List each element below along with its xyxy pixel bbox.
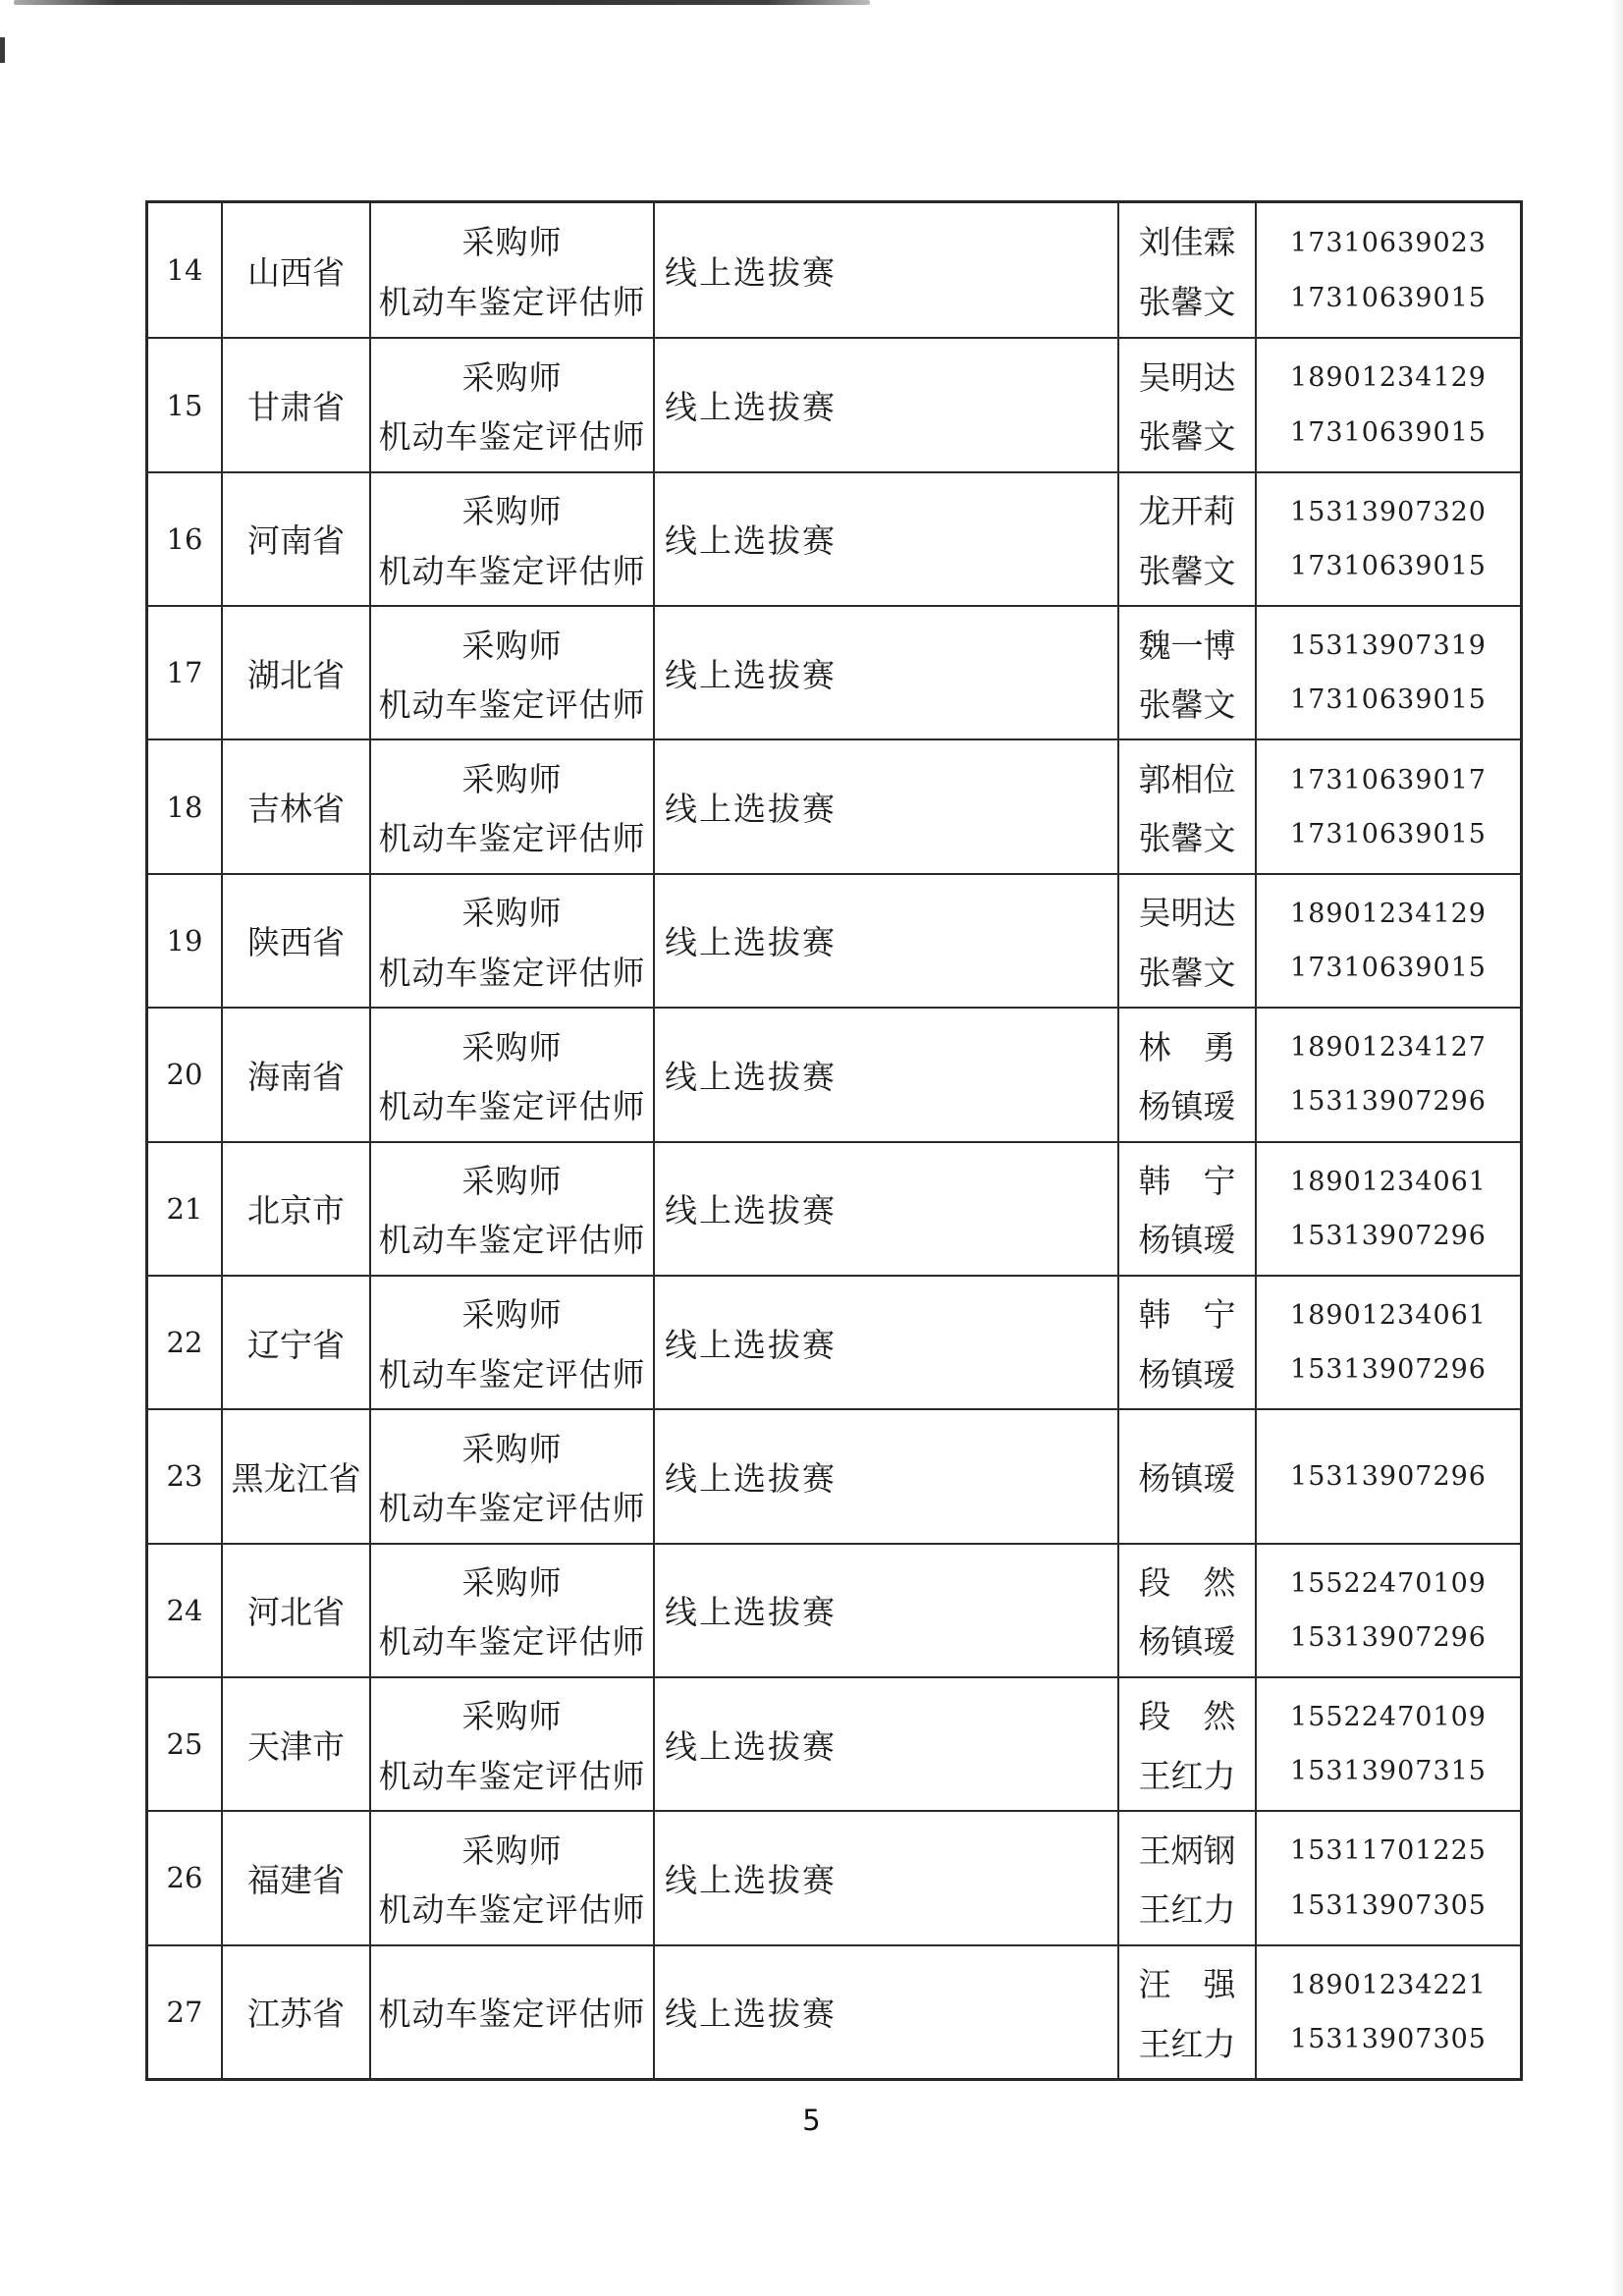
province-cell: 湖北省	[221, 605, 369, 738]
contact-name-cell	[1117, 738, 1255, 872]
contacts-table	[145, 200, 1523, 2081]
competition-mode-cell: 线上选拔赛	[653, 1810, 1117, 1943]
occupation-line-2: 机动车鉴定评估师	[378, 1489, 646, 1528]
row-number: 14	[166, 253, 203, 288]
contact-phone-cell	[1255, 203, 1520, 337]
occupation-line-2: 机动车鉴定评估师	[378, 953, 646, 992]
contact-phone-cell	[1255, 1275, 1520, 1408]
contact-phone-1: 15313907320	[1290, 496, 1487, 527]
competition-mode-cell: 线上选拔赛	[653, 738, 1117, 872]
competition-mode-cell: 线上选拔赛	[653, 1676, 1117, 1810]
contact-name-2: 王红力	[1138, 1756, 1236, 1795]
contact-name-cell	[1117, 1676, 1255, 1810]
row-number: 24	[148, 1543, 221, 1676]
occupation-cell	[369, 203, 653, 337]
contact-name-cell	[1117, 203, 1255, 337]
contact-phone-cell	[1255, 1676, 1520, 1810]
contact-name-2: 杨镇瑷	[1138, 1087, 1236, 1126]
contact-phone-1: 15522470109	[1290, 1702, 1487, 1733]
province-cell: 福建省	[221, 1810, 369, 1943]
occupation-cell	[369, 1810, 653, 1943]
occupation-line-1: 采购师	[461, 1161, 563, 1200]
occupation-line-1: 采购师	[461, 626, 563, 665]
scan-artifact-top-line	[14, 0, 870, 5]
page-number: 5	[802, 2104, 821, 2137]
contact-name-2: 张馨文	[1138, 417, 1236, 457]
contact-name-1: 魏一博	[1138, 626, 1236, 665]
contact-name-2: 王红力	[1138, 1890, 1236, 1930]
contact-phone-2: 15313907315	[1290, 1756, 1487, 1787]
occupation-line-2: 机动车鉴定评估师	[378, 1622, 646, 1662]
province-cell: 山西省	[221, 203, 369, 337]
scan-artifact-right-edge	[1611, 0, 1623, 2296]
contact-phone-1: 17310639023	[1290, 227, 1487, 258]
province-cell: 河北省	[221, 1543, 369, 1676]
occupation-line-1: 机动车鉴定评估师	[378, 1995, 646, 2034]
contact-phone-1: 17310639017	[1290, 764, 1487, 795]
row-number: 16	[148, 471, 221, 605]
contact-name-2: 张馨文	[1138, 684, 1236, 724]
contact-phone-cell	[1255, 738, 1520, 872]
occupation-line-2: 机动车鉴定评估师	[378, 1221, 646, 1260]
occupation-cell	[369, 738, 653, 872]
contact-name-2: 王红力	[1138, 2024, 1236, 2063]
contact-name-2: 张馨文	[1138, 551, 1236, 590]
contact-phone-2: 15313907296	[1290, 1220, 1487, 1251]
occupation-cell	[369, 1543, 653, 1676]
contact-name-2: 杨镇瑷	[1138, 1221, 1236, 1260]
occupation-line-2: 机动车鉴定评估师	[378, 1756, 646, 1795]
row-number: 15	[148, 337, 221, 470]
contact-name-cell	[1117, 1408, 1255, 1542]
province-cell: 黑龙江省	[221, 1408, 369, 1542]
occupation-cell	[369, 1141, 653, 1275]
contact-phone-1: 15522470109	[1290, 1567, 1487, 1599]
province-cell: 吉林省	[221, 738, 369, 872]
contact-name-1: 汪 强	[1138, 1965, 1236, 2004]
province-cell: 江苏省	[221, 1944, 369, 2078]
contact-phone-cell	[1255, 337, 1520, 470]
competition-mode-cell: 线上选拔赛	[653, 1543, 1117, 1676]
contact-name-cell	[1117, 1141, 1255, 1275]
province-cell: 天津市	[221, 1676, 369, 1810]
competition-mode-cell: 线上选拔赛	[653, 203, 1117, 337]
contact-name-cell	[1117, 1543, 1255, 1676]
contact-name-2: 张馨文	[1138, 283, 1236, 322]
contact-phone-2: 17310639015	[1290, 550, 1487, 581]
contact-phone-2: 17310639015	[1290, 953, 1487, 983]
contact-phone-cell	[1255, 1543, 1520, 1676]
contact-name-1: 韩 宁	[1138, 1295, 1236, 1335]
contact-name-2: 张馨文	[1138, 819, 1236, 858]
province-cell: 北京市	[221, 1141, 369, 1275]
occupation-line-1: 采购师	[461, 894, 563, 933]
row-number: 26	[148, 1810, 221, 1943]
occupation-line-1: 采购师	[461, 357, 563, 397]
contact-phone-cell	[1255, 873, 1520, 1007]
contact-phone-2: 15313907296	[1290, 1621, 1487, 1653]
occupation-cell	[369, 1275, 653, 1408]
province-cell: 陕西省	[221, 873, 369, 1007]
occupation-line-2: 机动车鉴定评估师	[378, 819, 646, 858]
competition-mode-cell: 线上选拔赛	[653, 1275, 1117, 1408]
contact-name-cell	[1117, 1944, 1255, 2078]
occupation-line-2: 机动车鉴定评估师	[378, 417, 646, 457]
competition-mode-cell: 线上选拔赛	[653, 1007, 1117, 1140]
occupation-cell	[369, 1408, 653, 1542]
province-cell: 海南省	[221, 1007, 369, 1140]
scan-artifact-left-mark	[0, 37, 5, 63]
row-number: 21	[148, 1141, 221, 1275]
contact-name-cell	[1117, 471, 1255, 605]
province-cell: 河南省	[221, 471, 369, 605]
contact-name-cell	[1117, 873, 1255, 1007]
contact-phone-cell	[1255, 471, 1520, 605]
contact-name-1: 吴明达	[1138, 357, 1236, 397]
contact-phone-1: 18901234129	[1290, 898, 1487, 929]
province-cell: 辽宁省	[221, 1275, 369, 1408]
occupation-line-1: 采购师	[461, 1563, 563, 1603]
contact-name-1: 龙开莉	[1138, 492, 1236, 531]
row-number: 20	[148, 1007, 221, 1140]
competition-mode-cell: 线上选拔赛	[653, 873, 1117, 1007]
occupation-line-1: 采购师	[461, 1831, 563, 1870]
occupation-line-1: 采购师	[461, 1697, 563, 1736]
occupation-line-2: 机动车鉴定评估师	[378, 551, 646, 590]
contact-phone-1: 18901234221	[1290, 1969, 1487, 2000]
contact-phone-2: 15313907296	[1290, 1086, 1487, 1118]
contact-phone-cell	[1255, 1141, 1520, 1275]
contact-phone-2: 17310639015	[1290, 818, 1487, 849]
contact-phone-2: 15313907296	[1290, 1354, 1487, 1386]
contact-name-1: 段 然	[1138, 1697, 1236, 1736]
contact-name-1: 刘佳霖	[1138, 223, 1236, 262]
row-number: 25	[148, 1676, 221, 1810]
occupation-cell	[369, 337, 653, 470]
competition-mode-cell: 线上选拔赛	[653, 1408, 1117, 1542]
occupation-cell	[369, 471, 653, 605]
row-number: 22	[148, 1275, 221, 1408]
occupation-line-2: 机动车鉴定评估师	[378, 283, 646, 322]
contact-name-2: 杨镇瑷	[1138, 1354, 1236, 1394]
competition-mode-cell: 线上选拔赛	[653, 1944, 1117, 2078]
contact-name-cell	[1117, 1810, 1255, 1943]
occupation-line-1: 采购师	[461, 1429, 563, 1468]
occupation-cell	[369, 873, 653, 1007]
contact-phone-cell	[1255, 1408, 1520, 1542]
competition-mode-cell: 线上选拔赛	[653, 605, 1117, 738]
contact-phone-1: 18901234127	[1290, 1032, 1487, 1064]
contact-phone-2: 15313907305	[1290, 2023, 1487, 2054]
occupation-line-1: 采购师	[461, 759, 563, 798]
contact-phone-2: 17310639015	[1290, 282, 1487, 313]
contact-name-cell	[1117, 605, 1255, 738]
contact-phone-2: 15313907305	[1290, 1889, 1487, 1921]
occupation-line-1: 采购师	[461, 492, 563, 531]
occupation-line-1: 采购师	[461, 1027, 563, 1066]
occupation-cell	[369, 605, 653, 738]
occupation-line-2: 机动车鉴定评估师	[378, 684, 646, 724]
occupation-line-2: 机动车鉴定评估师	[378, 1087, 646, 1126]
contact-name-1: 韩 宁	[1138, 1161, 1236, 1200]
contact-phone-1: 18901234129	[1290, 362, 1487, 394]
occupation-line-2: 机动车鉴定评估师	[378, 1354, 646, 1394]
row-number: 27	[148, 1944, 221, 2078]
contact-name-1: 杨镇瑷	[1138, 1458, 1236, 1498]
contact-phone-cell	[1255, 1810, 1520, 1943]
province-cell: 甘肃省	[221, 337, 369, 470]
row-number: 18	[148, 738, 221, 872]
contact-phone-2: 17310639015	[1290, 684, 1487, 716]
occupation-cell	[369, 1944, 653, 2078]
contact-phone-1: 15311701225	[1290, 1835, 1487, 1867]
occupation-cell	[369, 1676, 653, 1810]
contact-name-2: 张馨文	[1138, 953, 1236, 992]
competition-mode-cell: 线上选拔赛	[653, 471, 1117, 605]
contact-name-1: 郭相位	[1138, 759, 1236, 798]
contact-name-2: 杨镇瑷	[1138, 1622, 1236, 1662]
contact-phone-cell	[1255, 1944, 1520, 2078]
contact-name-cell	[1117, 337, 1255, 470]
competition-mode-cell: 线上选拔赛	[653, 1141, 1117, 1275]
row-number: 17	[148, 605, 221, 738]
contact-phone-1: 18901234061	[1290, 1299, 1487, 1331]
contact-phone-1: 15313907319	[1290, 630, 1487, 662]
row-number: 23	[148, 1408, 221, 1542]
contact-phone-cell	[1255, 605, 1520, 738]
row-number: 19	[148, 873, 221, 1007]
contact-phone-1: 18901234061	[1290, 1166, 1487, 1197]
contact-name-1: 王炳钢	[1138, 1831, 1236, 1870]
occupation-cell	[369, 1007, 653, 1140]
contact-phone-2: 17310639015	[1290, 416, 1487, 448]
contact-name-1: 吴明达	[1138, 894, 1236, 933]
occupation-line-2: 机动车鉴定评估师	[378, 1890, 646, 1930]
contact-name-cell	[1117, 1007, 1255, 1140]
contact-phone-cell	[1255, 1007, 1520, 1140]
occupation-line-1: 采购师	[461, 223, 563, 262]
contact-name-1: 林 勇	[1138, 1027, 1236, 1066]
contact-phone-1: 15313907296	[1290, 1460, 1487, 1492]
competition-mode-cell: 线上选拔赛	[653, 337, 1117, 470]
contact-name-cell	[1117, 1275, 1255, 1408]
occupation-line-1: 采购师	[461, 1295, 563, 1335]
contact-name-1: 段 然	[1138, 1563, 1236, 1603]
